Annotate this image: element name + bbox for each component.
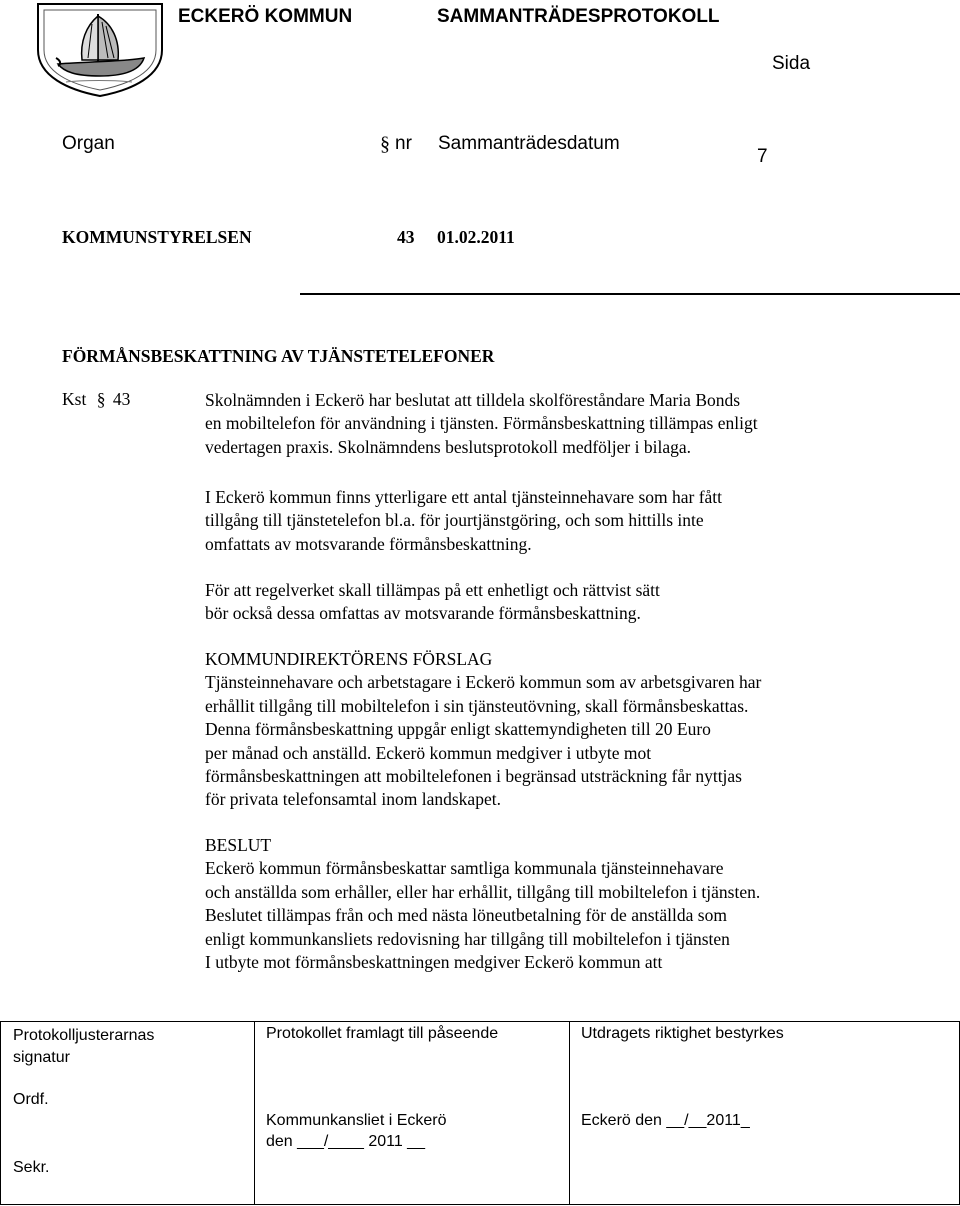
text-line: vedertagen praxis. Skolnämndens beslutsprotokoll medföljer i bilaga. (205, 436, 692, 457)
municipal-crest-logo (36, 2, 164, 98)
kst-number: 43 (112, 389, 131, 409)
date-label: Sammanträdesdatum (438, 133, 620, 154)
proposal-heading: KOMMUNDIREKTÖRENS FÖRSLAG (205, 649, 493, 669)
text-line: för privata telefonsamtal inom landskapet. (205, 789, 501, 810)
section-symbol: § (380, 133, 390, 155)
signature-cell-framlagt (255, 1022, 570, 1205)
text-line: tillgång till tjänstetelefon bl.a. för jourtjänstgöring, och som hittills inte (205, 510, 704, 531)
signature-table (0, 1021, 960, 1205)
text-line: För att regelverket skall tillämpas på ett enhetligt och rättvist sätt (205, 580, 660, 600)
text-line: I utbyte mot förmånsbeskattningen medgiver Eckerö kommun att (205, 952, 663, 973)
framlagt-place: Kommunkansliet i Eckerö (266, 1112, 447, 1129)
organ-value: KOMMUNSTYRELSEN (62, 227, 252, 247)
text-line: Skolnämnden i Eckerö har beslutat att tilldela skolföreståndare Maria Bonds (205, 390, 741, 410)
framlagt-title: Protokollet framlagt till påseende (266, 1025, 499, 1042)
paragraph-2 (205, 486, 925, 556)
kst-label-text: Kst (62, 389, 87, 409)
item-title: FÖRMÅNSBESKATTNING AV TJÄNSTETELEFONER (62, 346, 495, 366)
text-line: omfattats av motsvarande förmånsbeskattning. (205, 533, 532, 554)
text-line: Denna förmånsbeskattning uppgår enligt skattemyndigheten till 20 Euro (205, 719, 711, 740)
paragraph-3 (205, 579, 925, 626)
document-type: SAMMANTRÄDESPROTOKOLL (437, 6, 720, 27)
nr-value: 43 (397, 227, 415, 247)
text-line: Beslutet tillämpas från och med nästa löneutbetalning för de anställda som (205, 905, 727, 926)
signature-cell-justerare (1, 1022, 255, 1205)
text-line: och anställda som erhåller, eller har erhållit, tillgång till mobiltelefon i tjänsten. (205, 881, 761, 902)
justerare-title (13, 1025, 154, 1069)
kst-label (62, 389, 130, 410)
date-value: 01.02.2011 (437, 227, 515, 247)
text-line: en mobiltelefon för användning i tjänsten. Förmånsbeskattning tillämpas enligt (205, 413, 758, 434)
kst-section-symbol: § (96, 389, 106, 409)
decision-heading: BESLUT (205, 835, 272, 855)
text-line: enligt kommunkansliets redovisning har tillgång till mobiltelefon i tjänsten (205, 928, 730, 949)
nr-label: nr (395, 133, 412, 154)
text-line: per månad och anställd. Eckerö kommun medgiver i utbyte mot (205, 742, 652, 763)
justerare-title-line: signatur (13, 1049, 70, 1066)
text-line: I Eckerö kommun finns ytterligare ett antal tjänsteinnehavare som har fått (205, 487, 723, 507)
text-line: Eckerö kommun förmånsbeskattar samtliga kommunala tjänsteinnehavare (205, 858, 724, 879)
header-divider (300, 293, 960, 295)
municipality-name: ECKERÖ KOMMUN (178, 6, 353, 27)
text-line: Tjänsteinnehavare och arbetstagare i Eckerö kommun som av arbetsgivaren har (205, 672, 762, 693)
text-line: erhållit tillgång till mobiltelefon i sin tjänsteutövning, skall förmånsbeskattas. (205, 695, 749, 716)
paragraph-1 (205, 389, 925, 459)
ordf-label: Ordf. (13, 1091, 49, 1108)
sekr-label: Sekr. (13, 1159, 50, 1176)
organ-label: Organ (62, 133, 115, 154)
framlagt-date: den ___/____ 2011 __ (266, 1133, 425, 1150)
text-line: förmånsbeskattningen att mobiltelefonen i begränsad utsträckning får nyttjas (205, 766, 742, 787)
utdrag-title: Utdragets riktighet bestyrkes (581, 1025, 784, 1042)
page-label: Sida (772, 53, 811, 74)
proposal-section (205, 648, 925, 812)
decision-section (205, 834, 925, 974)
signature-cell-utdrag (570, 1022, 960, 1205)
justerare-title-line: Protokolljusterarnas (13, 1027, 155, 1044)
page-number: 7 (757, 146, 768, 167)
text-line: bör också dessa omfattas av motsvarande förmånsbeskattning. (205, 603, 641, 624)
utdrag-date: Eckerö den __/__2011_ (581, 1112, 750, 1129)
